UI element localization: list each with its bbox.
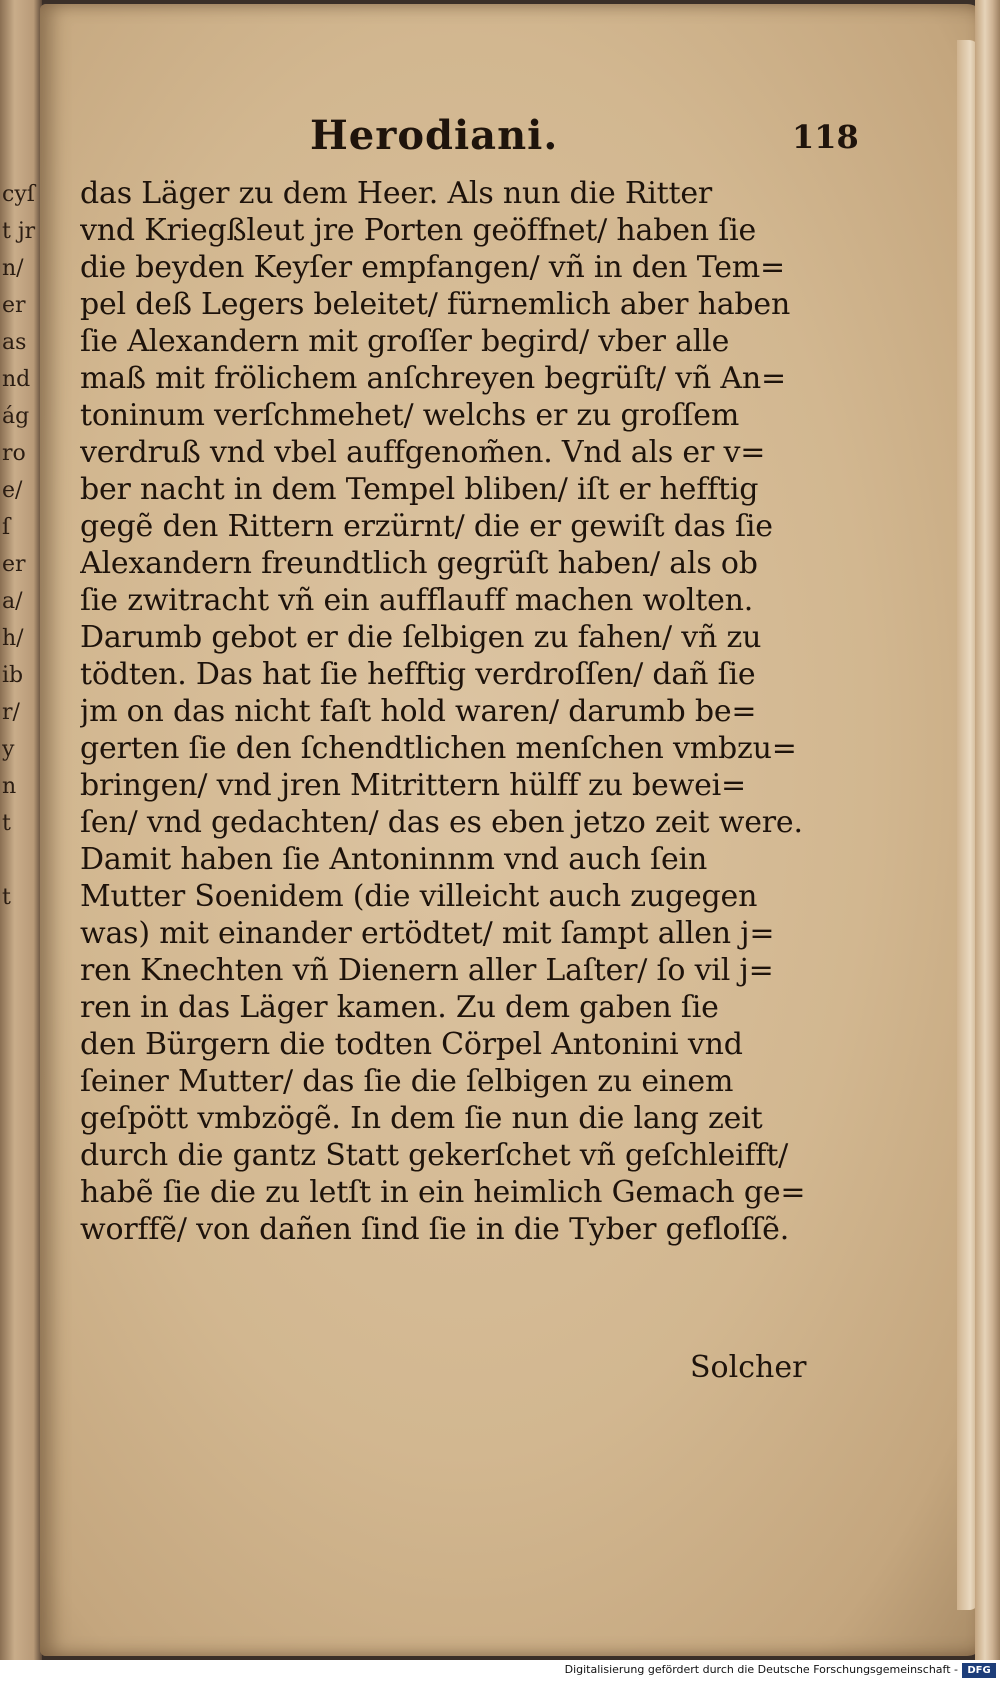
text-line: ſie zwitracht vñ ein aufflauff machen wolten.	[80, 583, 754, 618]
right-page-edge	[975, 0, 1000, 1660]
margin-fragment: ib	[2, 663, 24, 688]
margin-fragment: er	[2, 293, 26, 318]
text-line: ſen/ vnd gedachten/ das es eben jetzo zeit were.	[80, 805, 803, 840]
funding-credit: Digitalisierung gefördert durch die Deutsche Forschungsgemeinschaft -	[564, 1663, 958, 1676]
text-line: die beyden Keyſer empfangen/ vñ in den Tem=	[80, 250, 785, 285]
margin-fragment: e/	[2, 478, 23, 503]
folio-number: 118	[792, 118, 859, 156]
margin-fragment: ſ	[2, 515, 11, 540]
margin-fragment: cyſ	[2, 182, 35, 207]
catchword: Solcher	[690, 1350, 807, 1385]
text-line: gerten ſie den ſchendtlichen menſchen vmbzu=	[80, 731, 797, 766]
text-line: gegẽ den Rittern erzürnt/ die er gewiſt das ſie	[80, 509, 773, 544]
margin-fragment: ág	[2, 404, 30, 429]
text-block	[80, 175, 840, 1248]
text-line: ber nacht in dem Tempel bliben/ iſt er hefftig	[80, 472, 759, 507]
text-line: durch die gantz Statt gekerſchet vñ geſchleifft/	[80, 1138, 789, 1173]
margin-fragment: er	[2, 552, 26, 577]
text-line: Mutter Soenidem (die villeicht auch zugegen	[80, 879, 758, 914]
left-margin-fragments	[2, 176, 42, 1076]
margin-fragment: ro	[2, 441, 26, 466]
text-line: Damit haben ſie Antoninnm vnd auch ſein	[80, 842, 708, 877]
margin-fragment: r/	[2, 700, 20, 725]
text-line: tödten. Das hat ſie hefftig verdroſſen/ dañ ſie	[80, 657, 756, 692]
dfg-logo-icon: DFG	[962, 1663, 996, 1678]
text-line: geſpött vmbzögẽ. In dem ſie nun die lang zeit	[80, 1101, 763, 1136]
text-line: maß mit frölichem anſchreyen begrüſt/ vñ An=	[80, 361, 786, 396]
text-line: das Läger zu dem Heer. Als nun die Ritter	[80, 176, 713, 211]
running-head: Herodiani.	[310, 112, 559, 159]
margin-fragment: nd	[2, 367, 31, 392]
margin-fragment: t jr	[2, 219, 36, 244]
text-line: worffẽ/ von dañen ſind ſie in die Tyber gefloſſẽ.	[80, 1212, 790, 1247]
margin-fragment: as	[2, 330, 27, 355]
text-line: ren in das Läger kamen. Zu dem gaben ſie	[80, 990, 719, 1025]
text-line: vnd Kriegßleut jre Porten geöffnet/ haben ſie	[80, 213, 757, 248]
margin-fragment: n	[2, 774, 17, 799]
text-line: jm on das nicht faſt hold waren/ darumb be=	[80, 694, 757, 729]
text-line: den Bürgern die todten Cörpel Antonini vnd	[80, 1027, 743, 1062]
margin-fragment: t	[2, 811, 11, 836]
text-line: Darumb gebot er die ſelbigen zu fahen/ vñ zu	[80, 620, 762, 655]
text-line: ſeiner Mutter/ das ſie die ſelbigen zu einem	[80, 1064, 734, 1099]
margin-fragment: n/	[2, 256, 24, 281]
margin-fragment	[2, 953, 42, 990]
margin-fragment	[2, 916, 42, 953]
text-line: was) mit einander ertödtet/ mit ſampt allen j=	[80, 916, 775, 951]
margin-fragment	[2, 842, 42, 879]
text-line: verdruß vnd vbel auffgenom̃en. Vnd als er v=	[80, 435, 766, 470]
margin-fragment: y	[2, 737, 15, 762]
text-line: ſie Alexandern mit groſſer begird/ vber alle	[80, 324, 730, 359]
text-line: Alexandern freundtlich gegrüſt haben/ als ob	[80, 546, 758, 581]
margin-fragment: a/	[2, 589, 23, 614]
margin-fragment: t	[2, 885, 11, 910]
text-line: habẽ ſie die zu letſt in ein heimlich Gemach ge=	[80, 1175, 806, 1210]
margin-fragment: h/	[2, 626, 24, 651]
text-line: pel deß Legers beleitet/ fürnemlich aber haben	[80, 287, 791, 322]
text-line: toninum verſchmehet/ welchs er zu groſſem	[80, 398, 740, 433]
text-line: ren Knechten vñ Dienern aller Laſter/ ſo vil j=	[80, 953, 774, 988]
footer-bar	[0, 1660, 1000, 1683]
text-line: bringen/ vnd jren Mitrittern hülff zu bewei=	[80, 768, 746, 803]
